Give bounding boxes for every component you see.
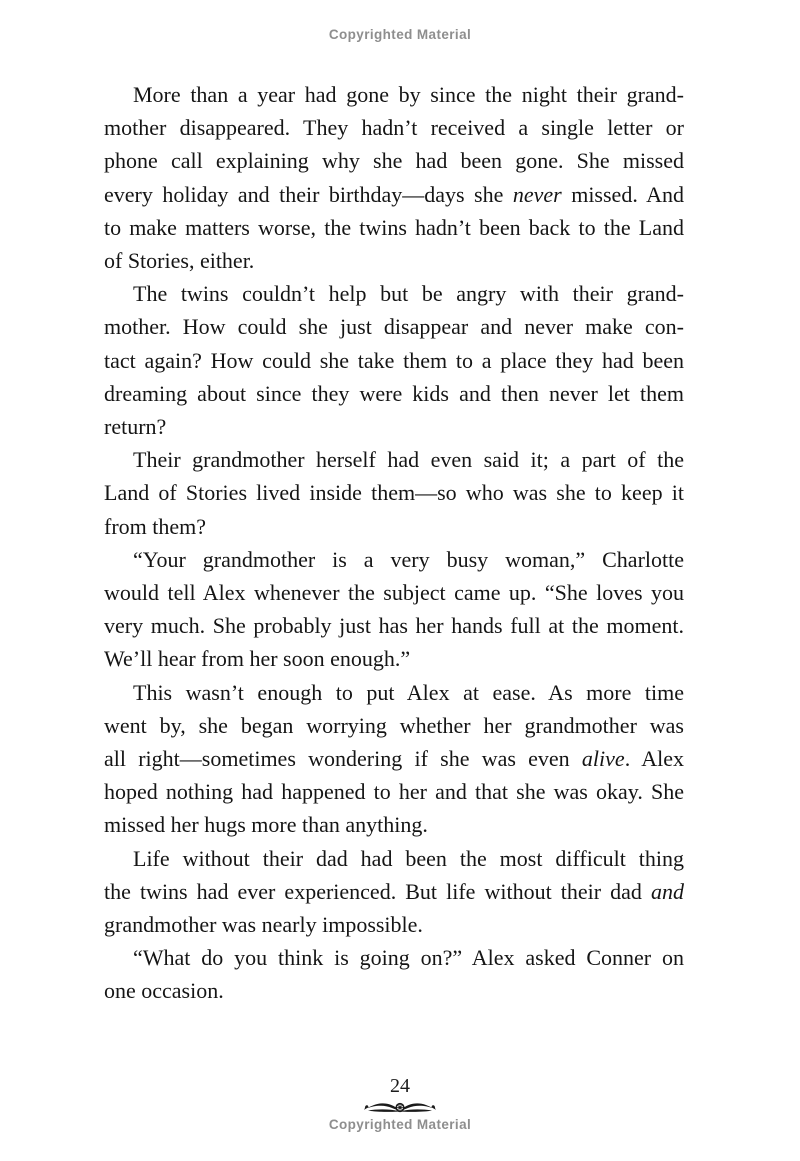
paragraph — [104, 842, 684, 942]
ornamental-divider-icon — [362, 1100, 438, 1115]
text-line — [104, 476, 684, 509]
text-segment: missed her hugs more than anything. — [104, 812, 428, 838]
text-segment: would tell Alex whenever the subject came up. “She loves you — [104, 580, 684, 606]
text-line — [104, 908, 684, 941]
text-segment: “Your grandmother is a very busy woman,” Charlotte — [133, 546, 684, 572]
text-line — [104, 742, 684, 775]
text-line — [104, 676, 684, 709]
italic-text: never — [512, 181, 562, 207]
copyright-notice-bottom: Copyrighted Material — [328, 1117, 472, 1132]
text-line — [104, 144, 684, 177]
text-segment: phone call explaining why she had been gone. She missed — [104, 148, 684, 174]
text-line — [104, 842, 684, 875]
text-segment: We’ll hear from her soon enough.” — [104, 646, 411, 672]
text-line — [104, 510, 684, 543]
italic-text: and — [651, 878, 684, 904]
copyright-notice-top: Copyrighted Material — [328, 27, 472, 42]
text-line — [104, 609, 684, 642]
text-line — [104, 211, 684, 244]
text-segment: very much. She probably just has her hands full at the moment. — [104, 613, 684, 639]
text-line — [104, 178, 684, 211]
text-segment: . Alex — [624, 746, 684, 772]
paragraph — [104, 543, 684, 676]
paragraph — [104, 78, 684, 277]
text-line — [104, 775, 684, 808]
text-segment: grandmother was nearly impossible. — [104, 912, 423, 938]
text-segment: Life without their dad had been the most difficult thing — [133, 845, 684, 871]
paragraph — [104, 277, 684, 443]
text-line — [104, 875, 684, 908]
text-segment: every holiday and their birthday—days she — [104, 181, 513, 207]
text-line — [104, 709, 684, 742]
paragraph — [104, 941, 684, 1007]
italic-text: alive — [581, 746, 625, 772]
text-line — [104, 410, 684, 443]
text-block — [104, 78, 684, 1008]
text-segment: the twins had ever experienced. But life without their dad — [104, 878, 651, 904]
text-line — [104, 974, 684, 1007]
text-segment: The twins couldn’t help but be angry with their grand- — [133, 281, 684, 307]
text-segment: one occasion. — [104, 978, 224, 1004]
paragraph — [104, 443, 684, 543]
text-line — [104, 78, 684, 111]
text-line — [104, 277, 684, 310]
text-segment: from them? — [104, 513, 207, 539]
text-segment: return? — [104, 414, 167, 440]
text-line — [104, 310, 684, 343]
page-footer — [0, 1074, 800, 1132]
page-number: 24 — [390, 1075, 410, 1097]
text-line — [104, 443, 684, 476]
text-line — [104, 377, 684, 410]
text-segment: of Stories, either. — [104, 248, 255, 274]
text-line — [104, 244, 684, 277]
text-segment: dreaming about since they were kids and then never let them — [104, 380, 684, 406]
paragraph — [104, 676, 684, 842]
text-line — [104, 543, 684, 576]
text-segment: hoped nothing had happened to her and that she was okay. She — [104, 779, 684, 805]
text-segment: “What do you think is going on?” Alex asked Conner on — [133, 945, 684, 971]
text-segment: More than a year had gone by since the night their grand- — [133, 82, 684, 107]
text-line — [104, 941, 684, 974]
text-segment: This wasn’t enough to put Alex at ease. As more time — [133, 679, 684, 705]
text-line — [104, 344, 684, 377]
text-segment: mother disappeared. They hadn’t received a single letter or — [104, 115, 684, 141]
text-line — [104, 576, 684, 609]
text-segment: to make matters worse, the twins hadn’t been back to the Land — [104, 214, 684, 240]
text-segment: tact again? How could she take them to a place they had been — [104, 347, 684, 373]
text-segment: went by, she began worrying whether her grandmother was — [104, 712, 684, 738]
text-line — [104, 111, 684, 144]
text-segment: Land of Stories lived inside them—so who was she to keep it — [104, 480, 684, 506]
text-segment: missed. And — [561, 181, 684, 207]
text-line — [104, 808, 684, 841]
text-line — [104, 642, 684, 675]
text-segment: Their grandmother herself had even said it; a part of the — [133, 447, 684, 473]
text-segment: all right—sometimes wondering if she was even — [104, 746, 582, 772]
text-segment: mother. How could she just disappear and never make con- — [104, 314, 684, 340]
